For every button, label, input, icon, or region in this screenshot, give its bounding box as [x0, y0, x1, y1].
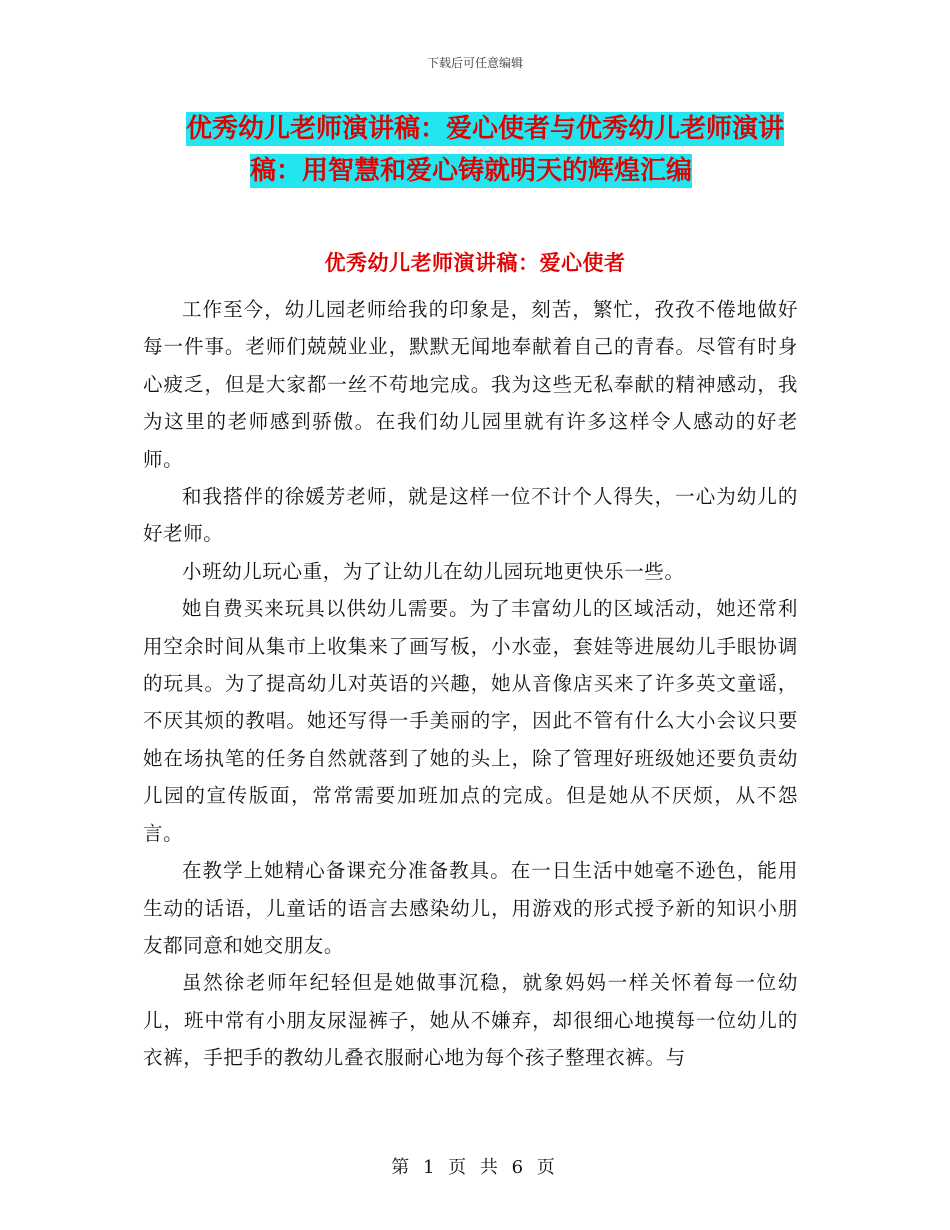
document-title: [186, 108, 806, 192]
paragraph: 工作至今，幼儿园老师给我的印象是，刻苦，繁忙，孜孜不倦地做好每一件事。老师们兢兢业业，默默无闻地奉献着自己的青春。尽管有时身心疲乏，但是大家都一丝不苟地完成。我为这些无私奉献的精神感动，我为这里的老师感到骄傲。在我们幼儿园里就有许多这样令人感动的好老师。: [143, 298, 798, 471]
paragraph: 小班幼儿玩心重，为了让幼儿在幼儿园玩地更快乐一些。: [182, 559, 685, 583]
paragraph: 和我搭伴的徐媛芳老师，就是这样一位不计个人得失，一心为幼儿的好老师。: [143, 485, 798, 546]
title-highlight: 优秀幼儿老师演讲稿：爱心使者与优秀幼儿老师演讲: [186, 114, 785, 144]
paragraph: 在教学上她精心备课充分准备教具。在一日生活中她毫不逊色，能用生动的话语，儿童话的语言去感染幼儿，用游戏的形式授予新的知识小朋友都同意和她交朋友。: [143, 859, 798, 957]
paragraph: 她自费买来玩具以供幼儿需要。为了丰富幼儿的区域活动，她还常利用空余时间从集市上收集来了画写板，小水壶，套娃等进展幼儿手眼协调的玩具。为了提高幼儿对英语的兴趣，她从音像店买来了许多英文童谣，不厌其烦的教唱。她还写得一手美丽的字，因此不管有什么大小会议只要她在场执笔的任务自然就落到了她的头上，除了管理好班级她还要负责幼儿园的宣传版面，常常需要加班加点的完成。但是她从不厌烦，从不怨言。: [143, 597, 798, 845]
page-header: 下载后可任意编辑: [426, 56, 523, 70]
title-highlight: 稿：用智慧和爱心铸就明天的辉煌汇编: [250, 156, 693, 186]
document-title-line-1: [186, 108, 806, 150]
body-text: [143, 291, 798, 1077]
section-title: 优秀幼儿老师演讲稿：爱心使者: [324, 251, 626, 275]
document-title-line-2: [186, 150, 806, 192]
page-footer: 第 1 页 共 6 页: [391, 1157, 559, 1178]
paragraph: 虽然徐老师年纪轻但是她做事沉稳，就象妈妈一样关怀着每一位幼儿，班中常有小朋友尿湿裤子，她从不嫌弃，却很细心地摸每一位幼儿的衣裤，手把手的教幼儿叠衣服耐心地为每个孩子整理衣裤。与: [143, 971, 798, 1070]
